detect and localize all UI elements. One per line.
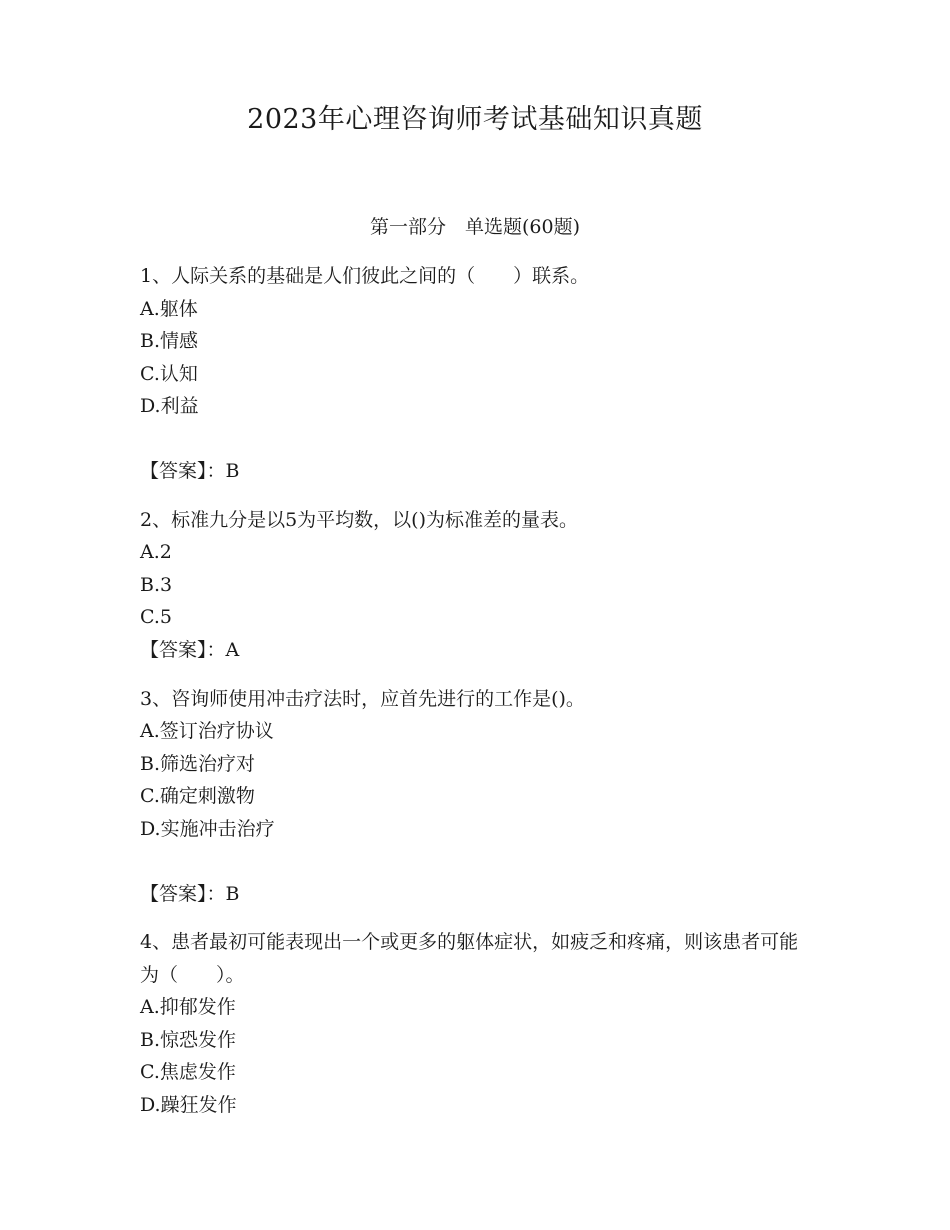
question-3-option-d: D.实施冲击治疗	[140, 817, 275, 840]
page-title: 2023年心理咨询师考试基础知识真题	[247, 104, 703, 135]
question-1-option-d: D.利益	[140, 395, 199, 418]
question-1-answer	[140, 455, 820, 488]
question-3-option-a: A.签订治疗协议	[140, 720, 274, 743]
question-3	[140, 683, 820, 911]
question-1-text: 1、人际关系的基础是人们彼此之间的（ ）联系。	[140, 265, 590, 287]
question-1-option-c: C.认知	[140, 362, 198, 385]
question-3-text: 3、咨询师使用冲击疗法时，应首先进行的工作是()。	[140, 687, 585, 710]
answer-label: 【答案】：	[140, 459, 226, 482]
question-4-text: 4、患者最初可能表现出一个或更多的躯体症状，如疲乏和疼痛，则该患者可能为（ ）。	[140, 931, 799, 986]
question-2-option-c: C.5	[140, 606, 172, 629]
section-title: 第一部分 单选题(60题)	[369, 216, 580, 238]
question-1-option-b: B.情感	[140, 330, 199, 353]
answer-label: 【答案】：	[140, 882, 226, 905]
question-4-option-c: C.焦虑发作	[140, 1061, 236, 1084]
question-2-option-a: A.2	[140, 541, 172, 564]
question-list	[140, 260, 820, 1122]
answer-value: B	[225, 459, 240, 482]
question-4-option-d: D.躁狂发作	[140, 1094, 237, 1117]
question-1	[140, 260, 820, 488]
question-1-option-a: A.躯体	[140, 297, 198, 320]
answer-label: 【答案】：	[140, 638, 226, 661]
answer-value: A	[225, 638, 240, 661]
question-4	[140, 926, 820, 1122]
question-2	[140, 504, 820, 667]
answer-value: B	[225, 882, 240, 905]
question-3-option-b: B.筛选治疗对	[140, 752, 256, 775]
question-3-option-c: C.确定刺激物	[140, 785, 255, 808]
question-2-text: 2、标准九分是以5为平均数，以()为标准差的量表。	[140, 508, 579, 531]
question-2-answer	[140, 634, 820, 667]
question-4-option-a: A.抑郁发作	[140, 996, 236, 1019]
question-4-option-b: B.惊恐发作	[140, 1028, 237, 1051]
question-3-answer	[140, 878, 820, 911]
question-2-option-b: B.3	[140, 573, 173, 596]
